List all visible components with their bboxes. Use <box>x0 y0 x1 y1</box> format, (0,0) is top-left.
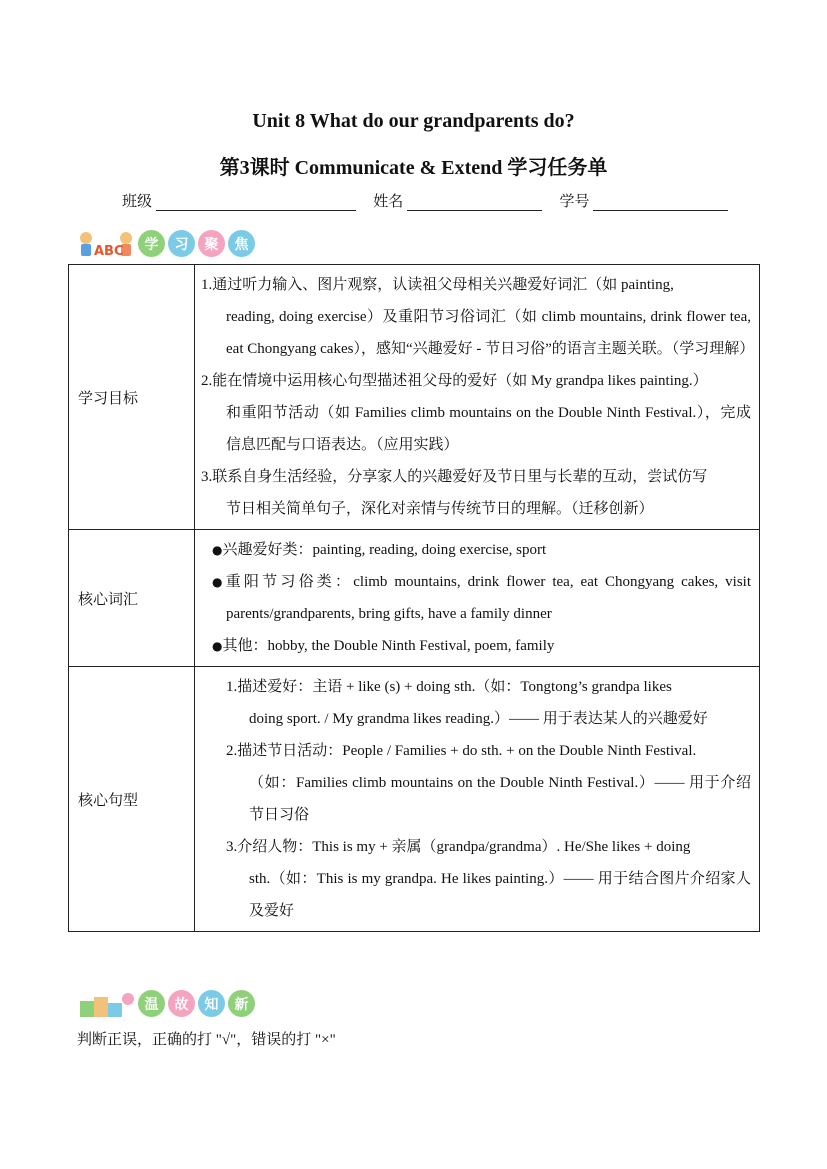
name-blank <box>407 192 542 211</box>
books-illustration <box>76 989 136 1019</box>
item-first-line: 描述爱好：主语 + like (s) + doing sth.（如：Tongtong’s grandpa likes <box>237 679 672 695</box>
class-label: 班级 <box>122 194 153 210</box>
review-heart-group <box>138 990 255 1017</box>
item-number: 2. <box>201 373 213 389</box>
item-continuation: 和重阳节活动（如 Families climb mountains on the Double Ninth Festival.），完成信息匹配与口语表达。（应用实践） <box>226 405 751 453</box>
student-info-row <box>122 190 728 211</box>
name-label: 姓名 <box>373 194 404 210</box>
list-item <box>201 534 751 566</box>
row-content <box>195 667 760 932</box>
row-content <box>195 530 760 667</box>
list-item <box>201 630 751 662</box>
bullet-icon: ● <box>212 575 226 589</box>
item-continuation: 节日相关简单句子，深化对亲情与传统节日的理解。（迁移创新） <box>226 501 654 517</box>
bullet-text: 其他：hobby, the Double Ninth Festival, poem, family <box>222 638 555 654</box>
section-banner-review <box>76 989 276 1019</box>
item-continuation: reading, doing exercise）及重阳节习俗词汇（如 climb mountains, drink flower tea, eat Chongyang cakes），感知“兴趣爱好 - 节日习俗”的语言主题关联。（学习理解） <box>226 309 755 357</box>
table-row <box>69 265 760 530</box>
item-number: 1. <box>201 277 213 293</box>
item-continuation: sth.（如：This is my grandpa. He likes painting.）—— 用于结合图片介绍家人及爱好 <box>249 871 751 919</box>
item-first-line: 通过听力输入、图片观察，认读祖父母相关兴趣爱好词汇（如 painting, <box>212 277 674 293</box>
table-row <box>69 667 760 932</box>
row-label: 核心词汇 <box>69 530 195 667</box>
row-label: 核心句型 <box>69 667 195 932</box>
id-label: 学号 <box>559 194 590 210</box>
abc-logo-text: ABC <box>94 244 124 259</box>
list-item <box>201 671 751 735</box>
task-table <box>68 264 760 932</box>
list-item <box>201 735 751 831</box>
kids-abc-illustration <box>76 229 136 259</box>
heart-char: 新 <box>228 990 255 1017</box>
list-item <box>201 365 751 461</box>
list-item <box>201 831 751 927</box>
list-item <box>201 566 751 630</box>
bullet-icon: ● <box>212 639 223 653</box>
heart-char: 焦 <box>228 230 255 257</box>
bullet-text: 兴趣爱好类：painting, reading, doing exercise, sport <box>222 542 547 558</box>
item-first-line: 描述节日活动：People / Families + do sth. + on the Double Ninth Festival. <box>237 743 697 759</box>
row-label: 学习目标 <box>69 265 195 530</box>
id-blank <box>593 192 728 211</box>
page-subtitle: 第3课时 Communicate & Extend 学习任务单 <box>219 157 608 179</box>
list-item <box>201 269 755 365</box>
item-first-line: 联系自身生活经验，分享家人的兴趣爱好及节日里与长辈的互动，尝试仿写 <box>212 469 708 485</box>
heart-char: 习 <box>168 230 195 257</box>
list-item <box>201 461 751 525</box>
item-number: 1. <box>226 679 238 695</box>
heart-char: 故 <box>168 990 195 1017</box>
item-continuation: doing sport. / My grandma likes reading.）—— 用于表达某人的兴趣爱好 <box>249 711 708 727</box>
item-number: 2. <box>226 743 238 759</box>
section-banner-focus <box>76 229 276 259</box>
heart-char: 聚 <box>198 230 225 257</box>
item-number: 3. <box>226 839 238 855</box>
exercise-instruction: 判断正误，正确的打 "√"，错误的打 "×" <box>77 1032 336 1048</box>
row-content <box>195 265 760 530</box>
class-blank <box>156 192 356 211</box>
item-number: 3. <box>201 469 213 485</box>
bullet-text: 重阳节习俗类：climb mountains, drink flower tea, eat Chongyang cakes, visit parents/grandparents, bring gifts, have a family dinner <box>225 574 751 622</box>
focus-heart-group <box>138 230 255 257</box>
item-continuation: （如：Families climb mountains on the Double Ninth Festival.）—— 用于介绍节日习俗 <box>249 775 751 823</box>
heart-char: 知 <box>198 990 225 1017</box>
item-first-line: 介绍人物：This is my + 亲属（grandpa/grandma）. He/She likes + doing <box>237 839 691 855</box>
table-row <box>69 530 760 667</box>
item-first-line: 能在情境中运用核心句型描述祖父母的爱好（如 My grandpa likes painting.） <box>212 373 708 389</box>
bullet-icon: ● <box>212 543 223 557</box>
page-title: Unit 8 What do our grandparents do? <box>252 110 575 132</box>
heart-char: 学 <box>138 230 165 257</box>
heart-char: 温 <box>138 990 165 1017</box>
